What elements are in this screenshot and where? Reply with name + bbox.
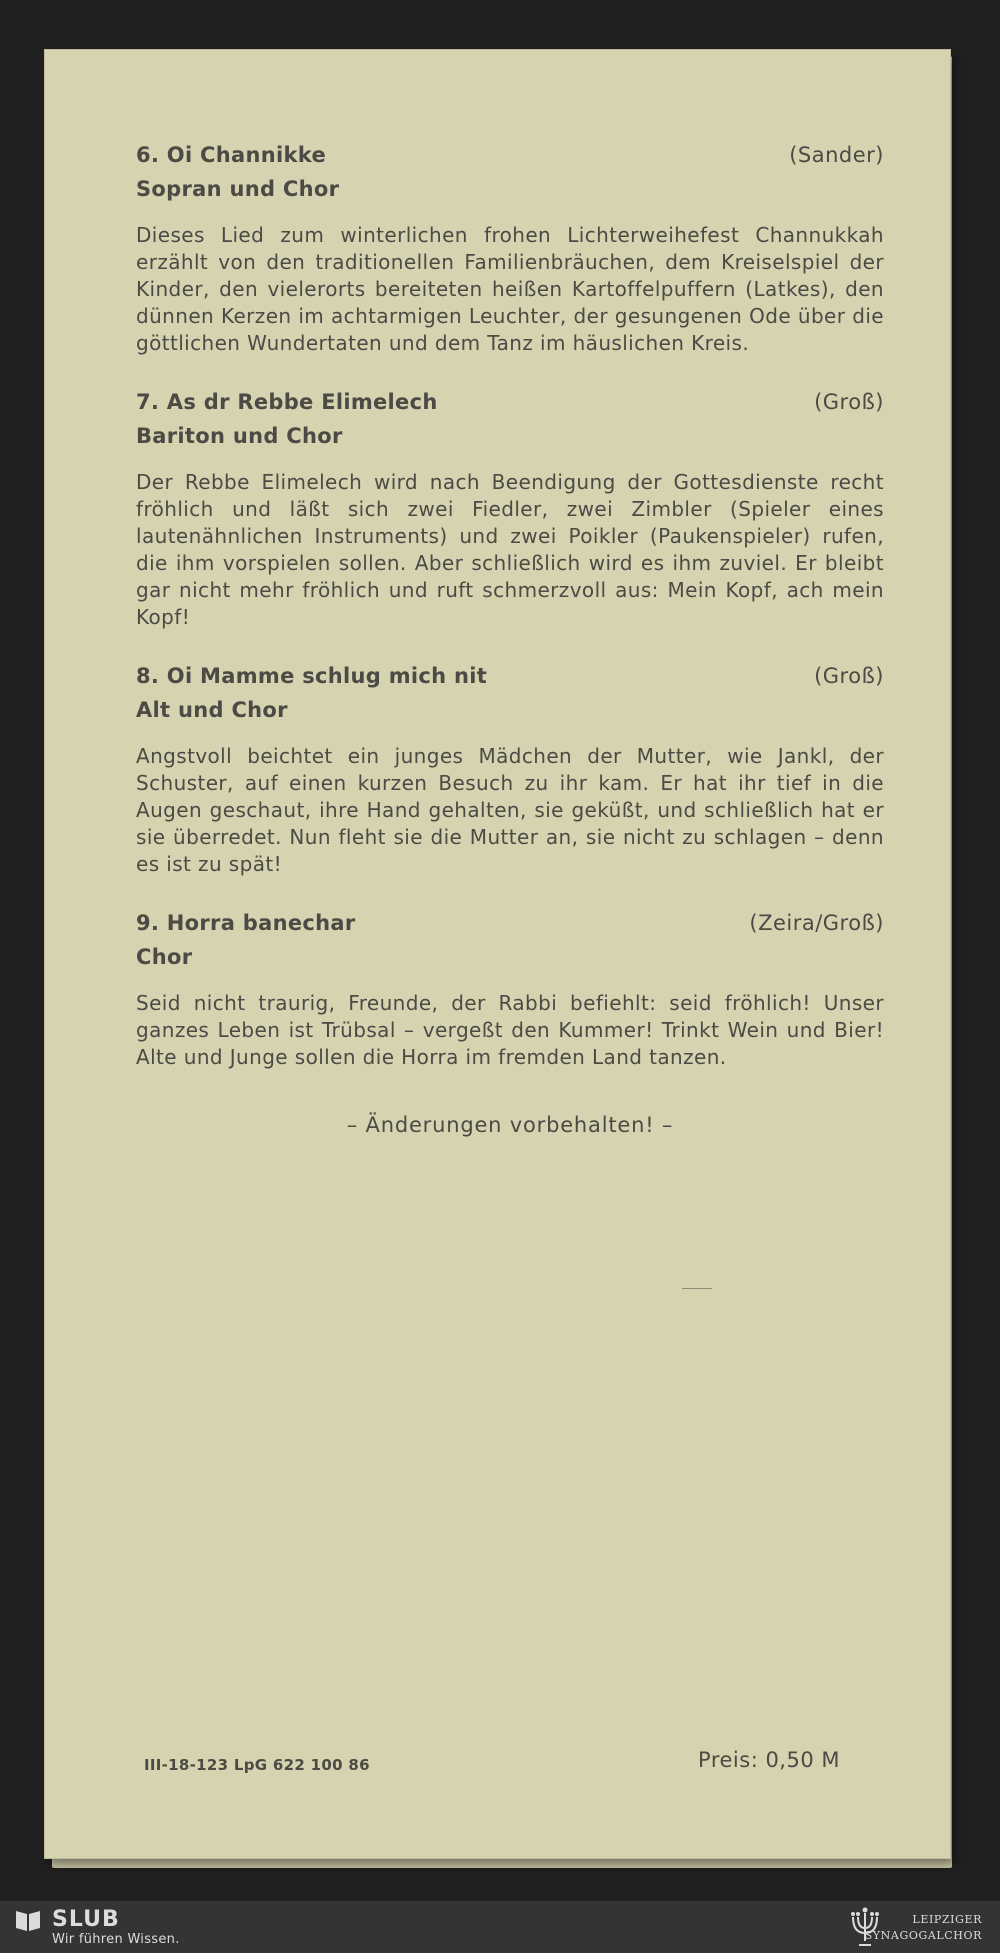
program-item xyxy=(136,138,884,357)
partner-name-line2: SYNAGOGALCHOR xyxy=(864,1929,982,1942)
item-title: 8. Oi Mamme schlug mich nit xyxy=(136,664,488,688)
changes-notice: – Änderungen vorbehalten! – xyxy=(346,1113,674,1137)
program-content xyxy=(136,138,884,1137)
item-voice: Alt und Chor xyxy=(136,698,288,722)
item-voice: Sopran und Chor xyxy=(136,177,340,201)
menorah-icon xyxy=(848,1905,882,1949)
slub-slogan: Wir führen Wissen. xyxy=(52,1932,180,1947)
item-header xyxy=(136,385,884,419)
item-composer: (Groß) xyxy=(814,664,884,688)
item-title: 9. Horra banechar xyxy=(136,911,356,935)
partner-name-line1: LEIPZIGER xyxy=(912,1913,982,1926)
program-item xyxy=(136,659,884,878)
program-item xyxy=(136,385,884,631)
item-voice: Chor xyxy=(136,945,193,969)
item-composer: (Zeira/Groß) xyxy=(749,911,884,935)
item-title: 7. As dr Rebbe Elimelech xyxy=(136,390,438,414)
item-composer: (Groß) xyxy=(814,390,884,414)
price-label: Preis: 0,50 M xyxy=(698,1748,840,1772)
item-description: Angstvoll beichtet ein junges Mädchen der Mutter, wie Jankl, der Schuster, auf einen kurzen Besuch zu ihr kam. Er hat ihr tief in die Augen geschaut, ihre Hand gehalten, sie geküßt, und schließlich hat er sie überredet. Nun fleht sie die Mutter an, sie nicht zu schlagen – denn es ist zu spät! xyxy=(136,744,884,876)
program-item xyxy=(136,906,884,1071)
item-header xyxy=(136,906,884,940)
item-description: Seid nicht traurig, Freunde, der Rabbi befiehlt: seid fröhlich! Unser ganzes Leben ist Trübsal – vergeßt den Kummer! Trinkt Wein und Bier! Alte und Junge sollen die Horra im fremden Land tanzen. xyxy=(136,991,884,1069)
slub-name: SLUB xyxy=(52,1907,120,1932)
item-description: Dieses Lied zum winterlichen frohen Lichterweihefest Channukkah erzählt von den traditionellen Familienbräuchen, dem Kreiselspiel der Kinder, den vielerorts bereiteten heißen Kartoffelpuffern (Latkes), den dünnen Kerzen im achtarmigen Leuchter, der gesungenen Ode über die göttlichen Wundertaten und dem Tanz im häuslichen Kreis. xyxy=(136,223,884,355)
item-voice: Bariton und Chor xyxy=(136,424,343,448)
library-footer-bar xyxy=(0,1901,1000,1953)
divider xyxy=(682,1288,712,1289)
print-code: III-18-123 LpG 622 100 86 xyxy=(144,1756,370,1774)
slub-book-icon xyxy=(14,1907,42,1933)
item-composer: (Sander) xyxy=(789,143,884,167)
item-description: Der Rebbe Elimelech wird nach Beendigung der Gottesdienste recht fröhlich und läßt sich zwei Fiedler, zwei Zimbler (Spieler eines lautenähnlichen Instruments) und zwei Poikler (Paukenspieler) rufen, die ihm vorspielen sollen. Aber schließlich wird es ihm zuviel. Er bleibt gar nicht mehr fröhlich und ruft schmerzvoll aus: Mein Kopf, ach mein Kopf! xyxy=(136,470,884,629)
item-header xyxy=(136,659,884,693)
item-title: 6. Oi Channikke xyxy=(136,143,327,167)
program-page xyxy=(45,50,950,1858)
item-header xyxy=(136,138,884,172)
